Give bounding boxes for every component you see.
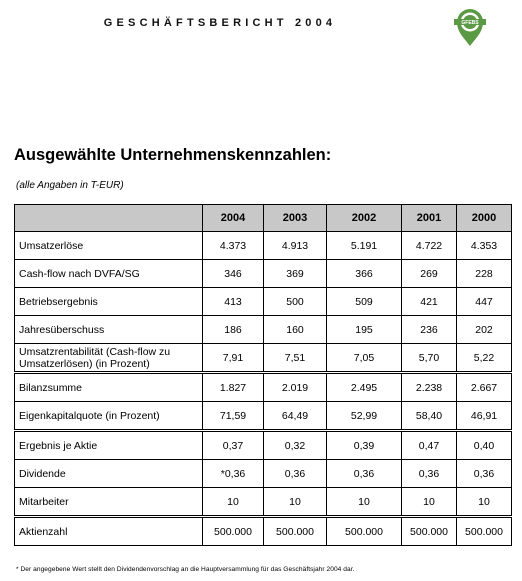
table-cell: 5,22: [457, 344, 512, 373]
table-cell: 64,49: [264, 402, 327, 431]
table-cell: 228: [457, 260, 512, 288]
table-row: [15, 288, 512, 316]
row-label: Aktienzahl: [15, 517, 203, 546]
row-label: Dividende: [15, 460, 203, 488]
table-cell: 10: [402, 488, 457, 517]
document-header: GESCHÄFTSBERICHT 2004: [103, 17, 337, 29]
table-cell: 0,32: [264, 431, 327, 460]
table-cell: 7,05: [327, 344, 402, 373]
table-cell: 500.000: [402, 517, 457, 546]
table-cell: 10: [457, 488, 512, 517]
table-cell: 4.373: [203, 232, 264, 260]
row-label: Mitarbeiter: [15, 488, 203, 517]
row-label: Umsatzrentabilität (Cash-flow zu Umsatzerlösen) (in Prozent): [15, 344, 203, 373]
table-cell: 369: [264, 260, 327, 288]
table-cell: 447: [457, 288, 512, 316]
table-cell: 2.667: [457, 373, 512, 402]
table-cell: 10: [203, 488, 264, 517]
table-row: [15, 344, 512, 373]
table-row: [15, 260, 512, 288]
table-row: [15, 373, 512, 402]
table-header-cell: [15, 205, 203, 232]
logo-text: GFEBS: [461, 20, 479, 26]
table-cell: 509: [327, 288, 402, 316]
table-header-cell: 2004: [203, 205, 264, 232]
table-cell: 46,91: [457, 402, 512, 431]
table-header-cell: 2000: [457, 205, 512, 232]
table-row: [15, 402, 512, 431]
table-cell: 10: [327, 488, 402, 517]
table-cell: 500.000: [203, 517, 264, 546]
table-header-cell: 2003: [264, 205, 327, 232]
table-row: [15, 431, 512, 460]
table-cell: 500: [264, 288, 327, 316]
table-cell: 0,39: [327, 431, 402, 460]
table-cell: 71,59: [203, 402, 264, 431]
table-cell: 500.000: [327, 517, 402, 546]
table-cell: 269: [402, 260, 457, 288]
table-header-cell: 2001: [402, 205, 457, 232]
table-row: [15, 316, 512, 344]
table-cell: 500.000: [457, 517, 512, 546]
table-cell: 2.019: [264, 373, 327, 402]
company-logo-icon: [454, 8, 486, 48]
table-cell: 7,51: [264, 344, 327, 373]
footnote: * Der angegebene Wert stellt den Dividendenvorschlag an die Hauptversammlung für das Geschäftsjahr 2004 dar.: [16, 566, 355, 573]
row-label: Betriebsergebnis: [15, 288, 203, 316]
row-label: Jahresüberschuss: [15, 316, 203, 344]
table-cell: 0,36: [402, 460, 457, 488]
row-label: Umsatzerlöse: [15, 232, 203, 260]
table-cell: 0,36: [457, 460, 512, 488]
table-cell: 500.000: [264, 517, 327, 546]
row-label: Bilanzsumme: [15, 373, 203, 402]
table-cell: 186: [203, 316, 264, 344]
table-cell: 10: [264, 488, 327, 517]
table-cell: 366: [327, 260, 402, 288]
table-cell: 2.238: [402, 373, 457, 402]
table-cell: 1.827: [203, 373, 264, 402]
table-cell: 2.495: [327, 373, 402, 402]
table-row: [15, 488, 512, 517]
table-cell: 7,91: [203, 344, 264, 373]
table-row: [15, 460, 512, 488]
section-title: Ausgewählte Unternehmenskennzahlen:: [14, 146, 332, 164]
table-cell: 346: [203, 260, 264, 288]
table-cell: 236: [402, 316, 457, 344]
table-cell: 202: [457, 316, 512, 344]
table-cell: 0,36: [264, 460, 327, 488]
row-label: Eigenkapitalquote (in Prozent): [15, 402, 203, 431]
table-cell: 0,36: [327, 460, 402, 488]
table-cell: 413: [203, 288, 264, 316]
table-cell: 5,70: [402, 344, 457, 373]
kpi-table: [14, 204, 512, 546]
table-row: [15, 517, 512, 546]
table-cell: 5.191: [327, 232, 402, 260]
table-header-row: [15, 205, 512, 232]
table-cell: 421: [402, 288, 457, 316]
table-cell: 195: [327, 316, 402, 344]
table-cell: 58,40: [402, 402, 457, 431]
table-row: [15, 232, 512, 260]
table-cell: 0,37: [203, 431, 264, 460]
table-header-cell: 2002: [327, 205, 402, 232]
section-subtitle: (alle Angaben in T-EUR): [16, 180, 124, 191]
table-cell: 4.353: [457, 232, 512, 260]
table-cell: 4.913: [264, 232, 327, 260]
table-cell: 160: [264, 316, 327, 344]
table-cell: 4.722: [402, 232, 457, 260]
table-cell: 0,47: [402, 431, 457, 460]
row-label: Ergebnis je Aktie: [15, 431, 203, 460]
table-cell: 0,40: [457, 431, 512, 460]
table-cell: *0,36: [203, 460, 264, 488]
table-cell: 52,99: [327, 402, 402, 431]
row-label: Cash-flow nach DVFA/SG: [15, 260, 203, 288]
